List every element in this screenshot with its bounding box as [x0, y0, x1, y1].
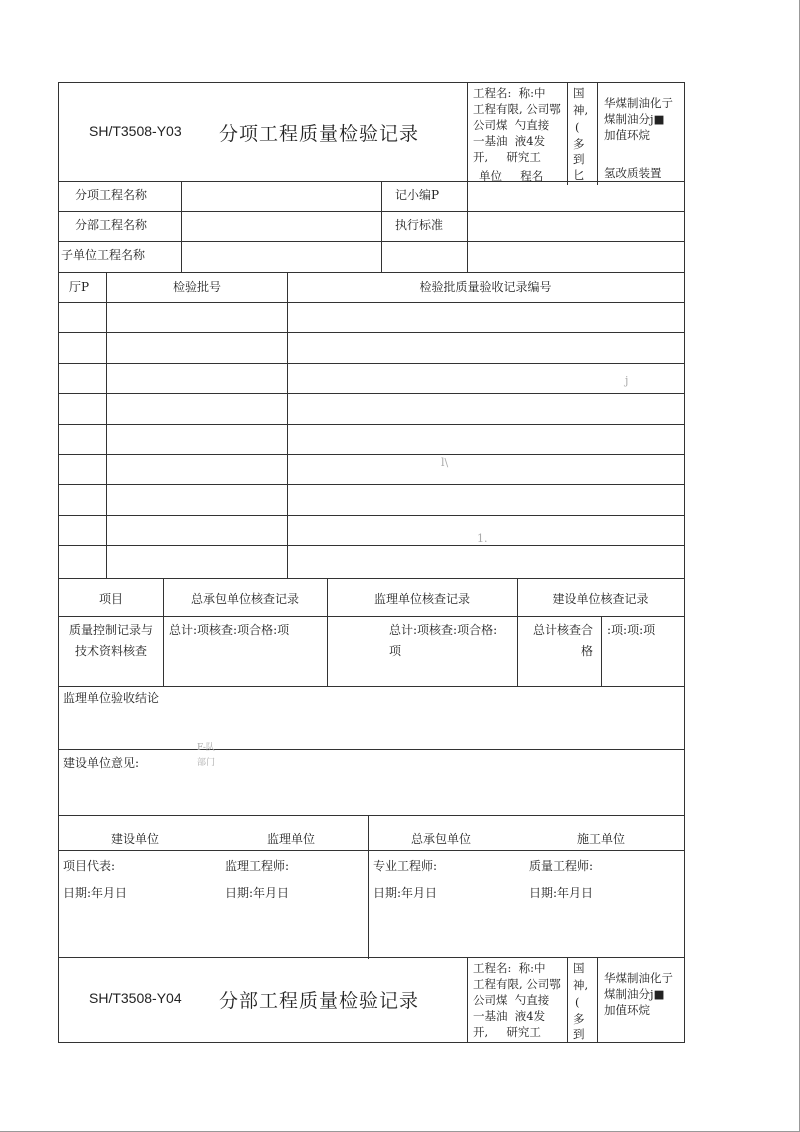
contractor-check-value: 总计:项核查:项合格:项 [169, 623, 290, 637]
form-division-quality: SH/T3508-Y04 分部工程质量检验记录 工程名: 称:中 工程有限, 公司鄂 公司煤 勺直接 一基油 液4发 开, 研究工 国 神, ( 多 到 华煤制油化亍 煤制油分j■ 加值环烷 [58, 958, 685, 1043]
owner-opinion-label: 建设单位意见: [63, 756, 140, 770]
form-code: SH/T3508-Y03 [89, 123, 182, 139]
check-owner-header: 建设单位核查记录 [552, 592, 649, 606]
stray-mark: 1. [477, 532, 488, 545]
stray-mark: j [625, 374, 629, 387]
owner-rep-label: 项目代表: [63, 859, 116, 873]
owner-check-value: 总计核查合 [533, 623, 594, 637]
signoff-supervisor: 监理单位 [267, 832, 316, 846]
col-seq-header: 厅P [69, 280, 90, 294]
date-label: 日期:年月日 [529, 886, 594, 900]
supervisor-check-value: 总计:项核查:项合格: [389, 623, 498, 637]
supervisor-check-value: 项 [389, 644, 402, 658]
signoff-owner: 建设单位 [111, 832, 160, 846]
label-exec-standard: 执行标准 [395, 218, 444, 232]
special-engineer-label: 专业工程师: [373, 859, 438, 873]
stray-mark: l\ [441, 456, 449, 469]
check-item-header: 项目 [98, 592, 123, 606]
date-label: 日期:年月日 [225, 886, 290, 900]
form-title: 分部工程质量检验记录 [219, 990, 420, 1012]
faint-stamp-text: 部门 [197, 758, 216, 768]
check-row-label: 技术资料核查 [74, 644, 147, 658]
faint-stamp-text: F-队 [197, 743, 215, 753]
label-subitem-name: 分项工程名称 [75, 188, 148, 202]
form-title: 分项工程质量检验记录 [219, 123, 420, 145]
form-subitem-quality: SH/T3508-Y03 分项工程质量检验记录 工程名: 称:中 工程有限, 公司鄂 公司煤 勺直接 一基油 液4发 开, 研究工 单位 程名 国 神, ( 多 到 匕 华煤制油化亍 煤制油分j■ 加值环烷 氢改质装置 分项工程名称 记小编P 分部工程名称 执行标准 子单位工程名称 厅P 检验批号 检验批质量验收记录编号 j l\ 1. 项目 总承包单位核查记录 监理单位核查记录 建设单位核查记录 质量控制记录与 技术资料核查 总计:项核查:项合格:项 总计:项核查:项合格: 项 总计核查合 格 :项:项:项 监理单位验收结论 F-队 部门 建设单位意见: 建设单位 监理单位 总承包单位 施工单位 项目代表: 监理工程师: 专业工程师: 质量工程师: 日期:年月日 日期:年月日 日期:年月日 日期:年月日 [58, 82, 685, 958]
label-record-no: 记小编P [395, 188, 440, 202]
owner-check-value: :项:项:项 [607, 623, 656, 637]
col-batch-header: 检验批号 [172, 280, 221, 294]
check-supervisor-header: 监理单位核查记录 [373, 592, 470, 606]
date-label: 日期:年月日 [63, 886, 128, 900]
signoff-contractor: 总承包单位 [411, 832, 472, 846]
check-contractor-header: 总承包单位核查记录 [190, 592, 299, 606]
supervisor-engineer-label: 监理工程师: [225, 859, 290, 873]
date-label: 日期:年月日 [373, 886, 438, 900]
form-code: SH/T3508-Y04 [89, 990, 182, 1006]
label-subdivision-name: 分部工程名称 [75, 218, 148, 232]
check-row-label: 质量控制记录与 [68, 623, 153, 637]
quality-engineer-label: 质量工程师: [529, 859, 594, 873]
col-record-header: 检验批质量验收记录编号 [419, 280, 552, 294]
supervisor-conclusion-label: 监理单位验收结论 [63, 691, 160, 705]
owner-check-value: 格 [581, 644, 594, 658]
signoff-builder: 施工单位 [577, 832, 626, 846]
label-subunit-name: 子单位工程名称 [61, 248, 146, 262]
